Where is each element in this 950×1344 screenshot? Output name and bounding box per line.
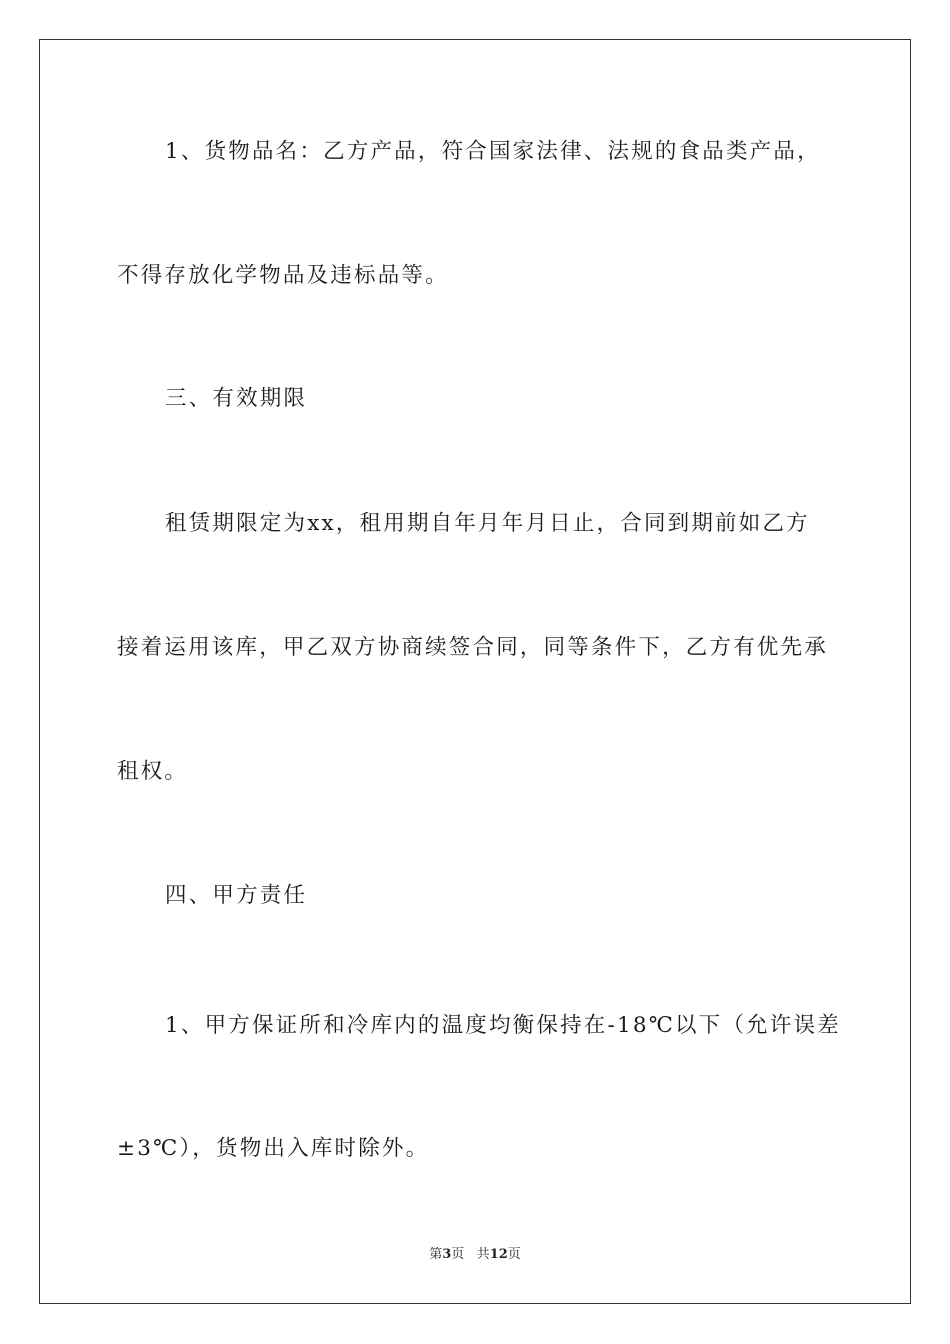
total-pages: 12 [489, 1247, 508, 1262]
paragraph-line: 租权。 [117, 759, 189, 784]
total-prefix: 共 [476, 1247, 490, 1262]
page-prefix: 第 [429, 1247, 443, 1262]
paragraph-line: 租赁期限定为xx，租用期自年月年月日止，合同到期前如乙方 [165, 511, 810, 536]
total-suffix: 页 [507, 1247, 521, 1262]
page-footer [0, 1246, 950, 1264]
paragraph-line: 不得存放化学物品及违标品等。 [117, 263, 449, 288]
paragraph-line: ±3℃），货物出入库时除外。 [117, 1136, 430, 1161]
paragraph-line: 1、货物品名：乙方产品，符合国家法律、法规的食品类产品， [165, 139, 821, 164]
section-heading: 三、有效期限 [165, 386, 308, 411]
page-border [39, 39, 911, 1304]
page-number: 3 [442, 1247, 452, 1262]
section-heading: 四、甲方责任 [165, 883, 308, 908]
page-suffix: 页 [451, 1247, 465, 1262]
paragraph-line: 接着运用该库，甲乙双方协商续签合同，同等条件下，乙方有优先承 [117, 635, 829, 660]
paragraph-line: 1、甲方保证所和冷库内的温度均衡保持在-18℃以下（允许误差 [165, 1013, 841, 1038]
